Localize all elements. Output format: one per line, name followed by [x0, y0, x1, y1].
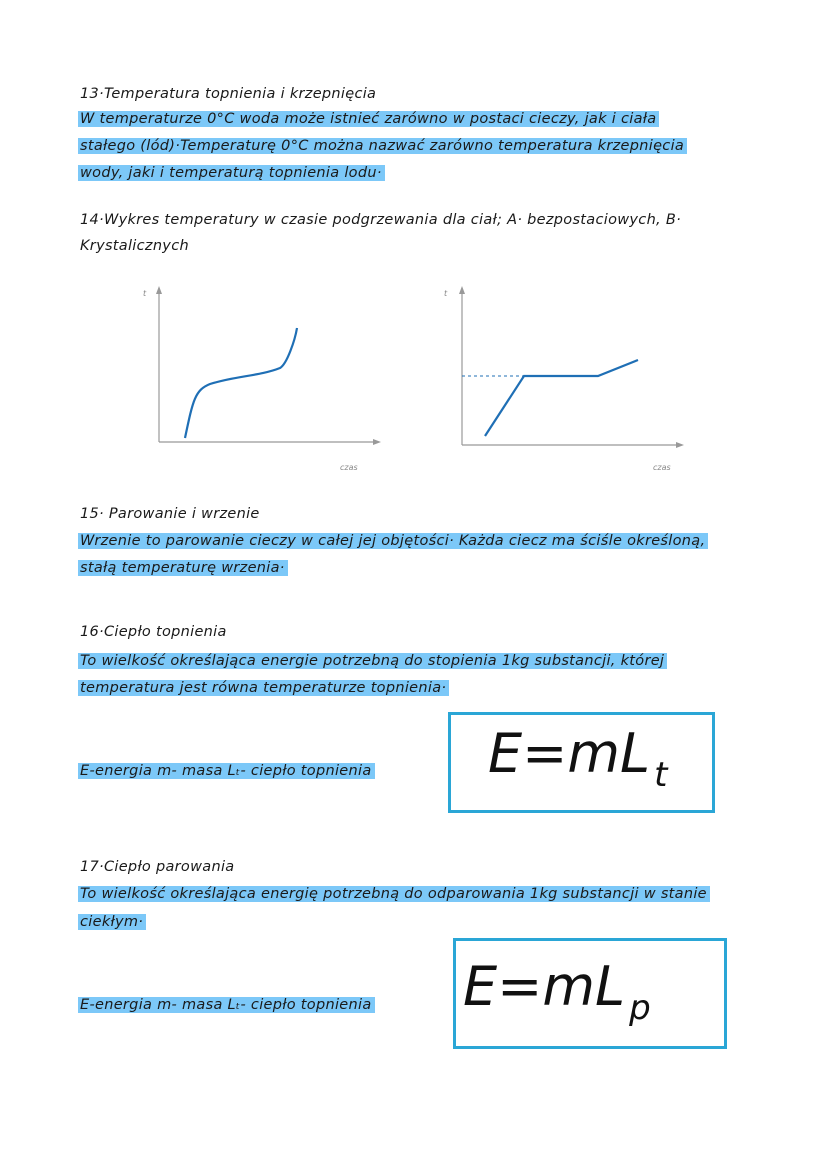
formula-melting-heat: E=mL $_t$	[488, 722, 668, 795]
section-15-title: 15· Parowanie i wrzenie	[80, 506, 260, 522]
section-16-title: 16·Ciepło topnienia	[80, 624, 227, 640]
section-16-legend: E-energia m- masa Lₜ- ciepło topnienia	[78, 759, 375, 784]
section-17-title: 17·Ciepło parowania	[80, 859, 235, 875]
section-14-title: Krystalicznych	[80, 238, 189, 254]
section-15-text-line: stałą temperaturę wrzenia·	[78, 556, 288, 581]
series-line	[185, 328, 297, 438]
section-15-text-line: Wrzenie to parowanie cieczy w całej jej objętości· Każda ciecz ma ściśle określoną,	[78, 529, 708, 554]
section-14-title: 14·Wykres temperatury w czasie podgrzewania dla ciał; A· bezpostaciowych, B·	[80, 212, 682, 228]
chart-crystalline	[438, 280, 708, 475]
section-17-legend: E-energia m- masa Lₜ- ciepło topnienia	[78, 993, 375, 1018]
section-13-title: 13·Temperatura topnienia i krzepnięcia	[80, 86, 377, 102]
y-axis-arrow	[156, 286, 162, 294]
x-axis-label: czas	[653, 463, 671, 472]
section-13-text-line: stałego (lód)·Temperaturę 0°C można nazwać zarówno temperatura krzepnięcia	[78, 134, 687, 159]
section-17-text-line: ciekłym·	[78, 910, 146, 935]
x-axis-label: czas	[340, 463, 358, 472]
y-axis-arrow	[459, 286, 465, 294]
y-axis-label: t	[444, 289, 448, 298]
y-axis-label: t	[143, 289, 147, 298]
formula-vaporization-heat: E=mL $_p$	[463, 955, 651, 1028]
section-16-text-line: To wielkość określająca energie potrzebną do stopienia 1kg substancji, której	[78, 649, 667, 674]
section-17-text-line: To wielkość określająca energię potrzebną do odparowania 1kg substancji w stanie	[78, 882, 710, 907]
series-line	[485, 360, 638, 436]
x-axis-arrow	[373, 439, 381, 445]
chart-amorphous	[135, 280, 405, 475]
section-13-text-line: W temperaturze 0°C woda może istnieć zarówno w postaci cieczy, jak i ciała	[78, 107, 659, 132]
x-axis-arrow	[676, 442, 684, 448]
section-16-text-line: temperatura jest równa temperaturze topnienia·	[78, 676, 449, 701]
section-13-text-line: wody, jaki i temperaturą topnienia lodu·	[78, 161, 385, 186]
